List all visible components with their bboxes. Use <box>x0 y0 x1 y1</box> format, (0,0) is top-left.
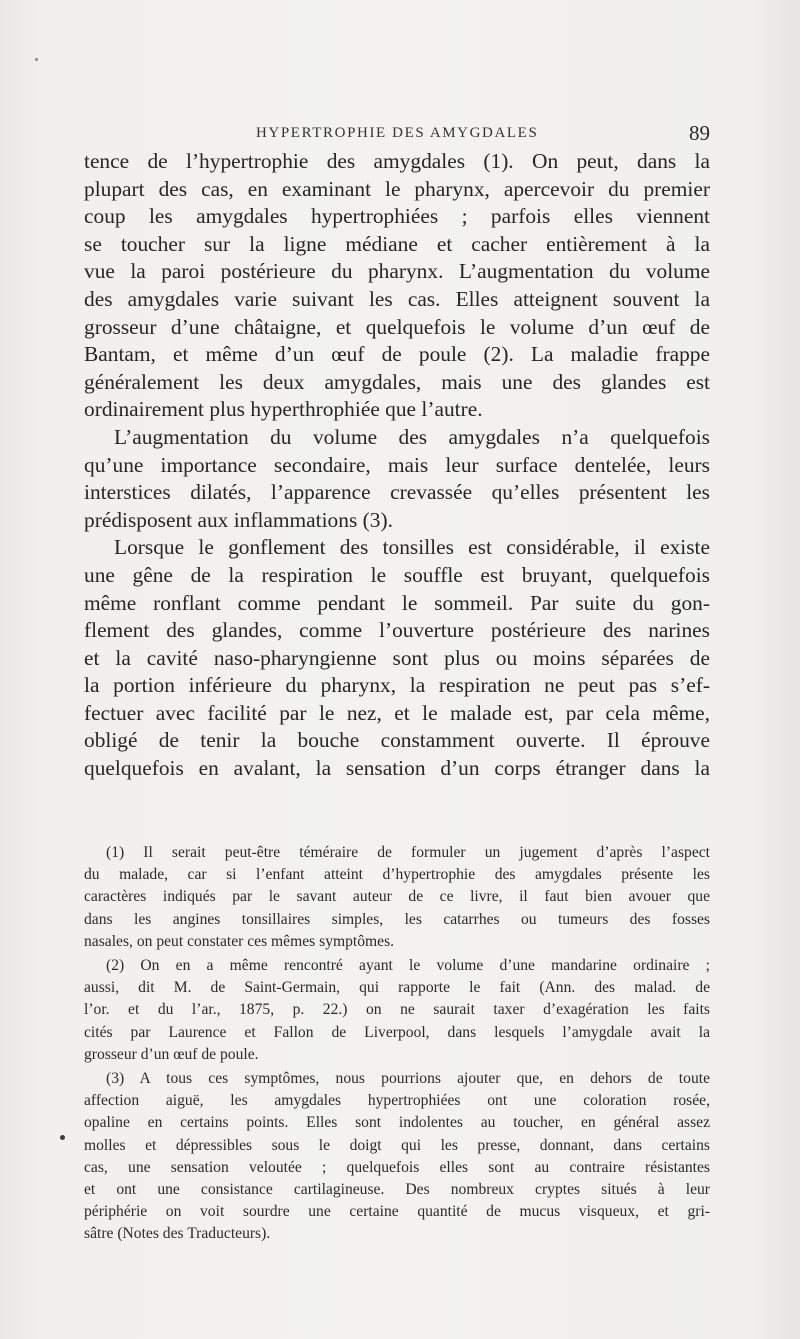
margin-dot <box>60 1135 65 1140</box>
text-line: tence de l’hypertrophie des amygdales (1). On peut, dans la <box>84 149 710 173</box>
text-line: même ronflant comme pendant le sommeil. Par suite du gon- <box>84 590 710 615</box>
footnote-line: périphérie on voit sourdre une certaine quantité de mucus visqueux, et gri- <box>84 1203 710 1221</box>
text-line: Lorsque le gonflement des tonsilles est considérable, il existe <box>114 535 710 560</box>
text-line: prédisposent aux inflammations (3). <box>84 507 393 532</box>
text-line: fectuer avec facilité par le nez, et le malade est, par cela même, <box>84 700 710 725</box>
text-line: plupart des cas, en examinant le pharynx, apercevoir du premier <box>84 176 710 201</box>
running-title: HYPERTROPHIE DES AMYGDALES <box>256 125 539 141</box>
text-line: obligé de tenir la bouche constamment ouverte. Il éprouve <box>84 728 710 753</box>
text-line: la portion inférieure du pharynx, la respiration ne peut pas s’ef- <box>84 673 710 698</box>
footnote-line: cités par Laurence et Fallon de Liverpool, dans lesquels l’amygdale avait la <box>84 1023 710 1041</box>
text-line: ordinairement plus hyperthrophiée que l’autre. <box>84 397 483 422</box>
text-line: se toucher sur la ligne médiane et cacher entièrement à la <box>84 231 710 256</box>
text-line: et la cavité naso-pharyngienne sont plus ou moins séparées de <box>84 645 710 670</box>
paragraph-1 <box>84 148 710 424</box>
footnote-line: (1) Il serait peut-être téméraire de formuler un jugement d’après l’aspect <box>106 844 710 861</box>
paragraph-2 <box>84 424 710 534</box>
text-line: une gêne de la respiration le souffle est bruyant, quelquefois <box>84 562 710 587</box>
text-line: interstices dilatés, l’apparence crevassée qu’elles présentent les <box>84 480 710 505</box>
text-line: Bantam, et même d’un œuf de poule (2). La maladie frappe <box>84 342 710 367</box>
text-line: flement des glandes, comme l’ouverture postérieure des narines <box>84 618 710 643</box>
text-line: qu’une importance secondaire, mais leur surface dentelée, leurs <box>84 452 710 477</box>
footnote-line: nasales, on peut constater ces mêmes symptômes. <box>84 932 395 950</box>
footnote-line: du malade, car si l’enfant atteint d’hypertrophie des amygdales présente les <box>84 866 710 884</box>
footnote-line: (3) A tous ces symptômes, nous pourrions ajouter que, en dehors de toute <box>106 1070 710 1088</box>
footnote-line: affection aiguë, les amygdales hypertrophiées ont une coloration rosée, <box>84 1092 710 1110</box>
footnotes <box>84 842 710 1248</box>
footnote-line: caractères indiqués par le savant auteur de ce livre, il faut bien avouer que <box>84 888 710 906</box>
footnote-2 <box>84 955 710 1066</box>
footnote-3 <box>84 1068 710 1246</box>
footnote-line: cas, une sensation veloutée ; quelquefois elles sont au contraire résistantes <box>84 1158 710 1176</box>
text-line: quelquefois en avalant, la sensation d’un corps étranger dans la <box>84 756 710 781</box>
text-line: coup les amygdales hypertrophiées ; parfois elles viennent <box>84 204 710 229</box>
footnote-line: et ont une consistance cartilagineuse. Des nombreux cryptes situés à leur <box>84 1181 710 1199</box>
text-line: L’augmentation du volume des amygdales n’a quelquefois <box>114 424 710 449</box>
page-number: 89 <box>689 121 710 145</box>
text-line: des amygdales varie suivant les cas. Elles atteignent souvent la <box>84 286 710 311</box>
text-line: généralement les deux amygdales, mais une des glandes est <box>84 369 710 394</box>
text-line: grosseur d’une châtaigne, et quelquefois le volume d’un œuf de <box>84 314 710 339</box>
footnote-line: molles et dépressibles sous le doigt qui les presse, donnant, dans certains <box>84 1136 710 1154</box>
page-header <box>84 121 710 145</box>
footnote-line: l’or. et du l’ar., 1875, p. 22.) on ne saurait taxer d’exagération les faits <box>84 1001 710 1019</box>
footnote-1 <box>84 842 710 953</box>
footnote-line: dans les angines tonsillaires simples, les catarrhes ou tumeurs des fosses <box>84 910 710 928</box>
footnote-line: aussi, dit M. de Saint-Germain, qui rapporte le fait (Ann. des malad. de <box>84 979 710 997</box>
footnote-line: grosseur d’un œuf de poule. <box>84 1045 259 1063</box>
footnote-line: opaline en certains points. Elles sont indolentes au toucher, en général assez <box>84 1114 710 1132</box>
footnote-line: sâtre (Notes des Traducteurs). <box>84 1225 271 1243</box>
main-text <box>84 148 710 783</box>
footnote-line: (2) On en a même rencontré ayant le volume d’une mandarine ordinaire ; <box>106 957 710 975</box>
paper-speck <box>35 58 38 61</box>
paragraph-3 <box>84 534 710 782</box>
text-line: vue la paroi postérieure du pharynx. L’augmentation du volume <box>84 259 710 284</box>
